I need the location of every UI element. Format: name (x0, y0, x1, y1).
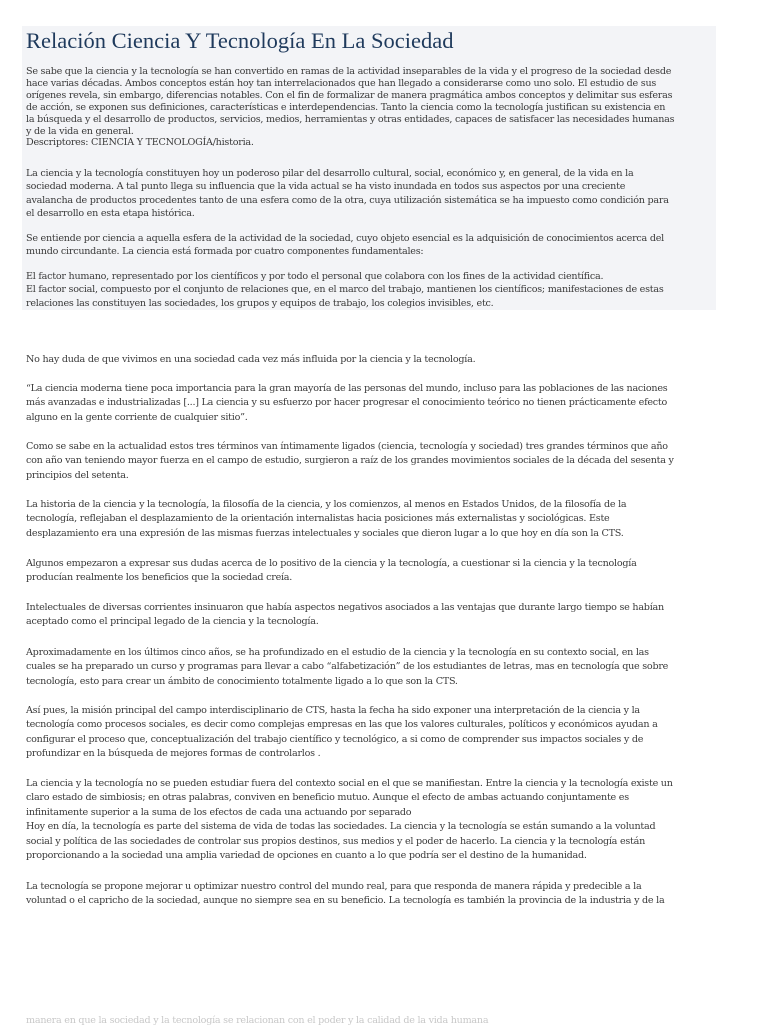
text-line: mundo circundante. La ciencia está formada por cuatro componentes fundamentales: (26, 246, 424, 258)
text-line: infinitamente superior a la suma de los efectos de cada una actuando por separado (26, 806, 412, 818)
intro-paragraph-2 (26, 167, 669, 221)
text-line: Se entiende por ciencia a aquella esfera de la actividad de la sociedad, cuyo objeto esencial es la adquisición de conocimientos acerca del (26, 233, 664, 244)
text-line: con año van teniendo mayor fuerza en el campo de estudio, surgieron a raíz de los grandes movimientos sociales de la década del sesenta y (26, 455, 674, 467)
intro-paragraph-4 (26, 270, 664, 310)
text-line: más avanzadas e industrializadas [...] La ciencia y su esfuerzo por hacer progresar el conocimiento teórico no tienen prácticamente efecto (26, 397, 668, 409)
text-line: tecnología, reflejaban el desplazamiento de la orientación internalistas hacia posiciones más externalistas y sociológicas. Este (26, 513, 610, 525)
text-line: La ciencia y la tecnología no se pueden estudiar fuera del contexto social en el que se manifiestan. Entre la ciencia y la tecnología existe un (26, 778, 673, 789)
text-line: Aproximadamente en los últimos cinco años, se ha profundizado en el estudio de la ciencia y la tecnología en su contexto social, en las (26, 647, 649, 658)
text-line: tecnología como procesos sociales, es decir como complejas empresas en las que los valores culturales, políticos y económicos ayudan a (26, 719, 658, 731)
text-line: La tecnología se propone mejorar u optimizar nuestro control del mundo real, para que responda de manera rápida y predecible a la (26, 881, 642, 892)
text-line: Hoy en día, la tecnología es parte del sistema de vida de todas las sociedades. La ciencia y la tecnología se están sumando a la voluntad (26, 821, 656, 833)
intro-paragraph-3 (26, 232, 664, 259)
body-paragraph-9 (26, 777, 673, 863)
text-line: La historia de la ciencia y la tecnología, la filosofía de la ciencia, y los comienzos, al menos en Estados Unidos, de la filosofía de la (26, 499, 627, 510)
body-paragraph-4 (26, 498, 626, 541)
text-line: Descriptores: CIENCIA Y TECNOLOGÍA/historia. (26, 137, 254, 149)
text-line: El factor humano, representado por los científicos y por todo el personal que colabora con los fines de la actividad científica. (26, 271, 604, 282)
text-line: “La ciencia moderna tiene poca importancia para la gran mayoría de las personas del mundo, incluso para las poblaciones de las naciones (26, 383, 668, 394)
body-paragraph-8 (26, 704, 658, 762)
text-line: y de la vida en general. (26, 125, 134, 137)
text-line: No hay duda de que vivimos en una sociedad cada vez más influida por la ciencia y la tecnología. (26, 354, 476, 365)
text-line: aceptado como el principal legado de la ciencia y la tecnología. (26, 616, 319, 628)
text-line: desplazamiento era una expresión de las mismas fuerzas intelectuales y sociales que dieron lugar a lo que hoy en día son la CTS. (26, 527, 624, 539)
text-line: de acción, se exponen sus definiciones, características e interdependencias. Tanto la ciencia como la tecnología justifican su existencia en (26, 101, 666, 113)
text-line: alguno en la gente corriente de cualquier sitio”. (26, 411, 248, 423)
document-title: Relación Ciencia Y Tecnología En La Sociedad (26, 28, 454, 53)
text-line: voluntad o el capricho de la sociedad, aunque no siempre sea en su beneficio. La tecnología es también la provincia de la industria y de la (26, 895, 665, 907)
text-line: social y política de las sociedades de controlar sus propios destinos, sus medios y el poder de hacerlo. La ciencia y la tecnología están (26, 835, 646, 847)
text-line: principios del setenta. (26, 469, 129, 481)
text-line: Algunos empezaron a expresar sus dudas acerca de lo positivo de la ciencia y la tecnología, a cuestionar si la ciencia y la tecnología (26, 558, 637, 569)
text-line: sociedad moderna. A tal punto llega su influencia que la vida actual se ha visto inundada en todos sus aspectos por una creciente (26, 181, 626, 193)
text-line: Así pues, la misión principal del campo interdisciplinario de CTS, hasta la fecha ha sido exponer una interpretación de la ciencia y la (26, 705, 640, 716)
text-line: Se sabe que la ciencia y la tecnología se han convertido en ramas de la actividad inseparables de la vida y el progreso de la sociedad desde (26, 66, 672, 77)
text-line: cuales se ha preparado un curso y programas para llevar a cabo “alfabetización” de los estudiantes de letras, mas en tecnología que sobre (26, 661, 669, 673)
body-paragraph-6 (26, 601, 664, 630)
body-paragraph-1 (26, 353, 475, 367)
text-line: orígenes revela, sin embargo, diferencias notables. Con el fin de formalizar de manera pragmática ambos conceptos y delimitar sus esferas (26, 89, 673, 101)
text-line: el desarrollo en esta etapa histórica. (26, 208, 195, 220)
body-paragraph-7 (26, 646, 668, 689)
body-paragraph-3 (26, 440, 674, 483)
text-line: El factor social, compuesto por el conjunto de relaciones que, en el marco del trabajo, mantienen los científicos; manifestaciones de estas (26, 284, 664, 296)
body-paragraph-5 (26, 557, 637, 586)
text-line: Intelectuales de diversas corrientes insinuaron que había aspectos negativos asociados a las ventajas que durante largo tiempo se habían (26, 602, 664, 613)
text-line: producían realmente los beneficios que la sociedad creía. (26, 572, 293, 584)
intro-paragraph-1 (26, 66, 674, 149)
text-line: proporcionando a la sociedad una amplia variedad de opciones en cuanto a lo que podría ser el destino de la humanidad. (26, 850, 587, 862)
text-line: tecnología, esto para crear un ámbito de conocimiento totalmente ligado a lo que son la CTS. (26, 675, 458, 687)
text-line: profundizar en la búsqueda de mejores formas de controlarlos . (26, 748, 321, 760)
text-line: relaciones las constituyen las sociedades, los grupos y equipos de trabajo, los colegios invisibles, etc. (26, 297, 494, 309)
faded-text-line: manera en que la sociedad y la tecnología se relacionan con el poder y la calidad de la vida humana (26, 1015, 489, 1026)
body-paragraph-10 (26, 880, 664, 909)
text-line: claro estado de simbiosis; en otras palabras, conviven en beneficio mutuo. Aunque el efecto de ambas actuando conjuntamente es (26, 792, 629, 804)
text-line: La ciencia y la tecnología constituyen hoy un poderoso pilar del desarrollo cultural, social, económico y, en general, de la vida en la (26, 168, 634, 179)
text-line: hace varias décadas. Ambos conceptos están hoy tan interrelacionados que han llegado a considerarse como uno solo. El estudio de sus (26, 77, 657, 89)
text-line: la búsqueda y el desarrollo de productos, servicios, medios, herramientas y otras entidades, capaces de satisfacer las necesidades humanas (26, 113, 675, 125)
text-line: avalancha de productos procedentes tanto de una esfera como de la otra, cuya utilización sistemática se ha impuesto como condición para (26, 194, 669, 206)
text-line: Como se sabe en la actualidad estos tres términos van íntimamente ligados (ciencia, tecnología y sociedad) tres grandes términos que año (26, 441, 668, 452)
body-paragraph-2 (26, 382, 667, 425)
text-line: configurar el proceso que, conceptualización del trabajo científico y tecnológico, a si como de comprender sus impactos sociales y de (26, 733, 644, 745)
